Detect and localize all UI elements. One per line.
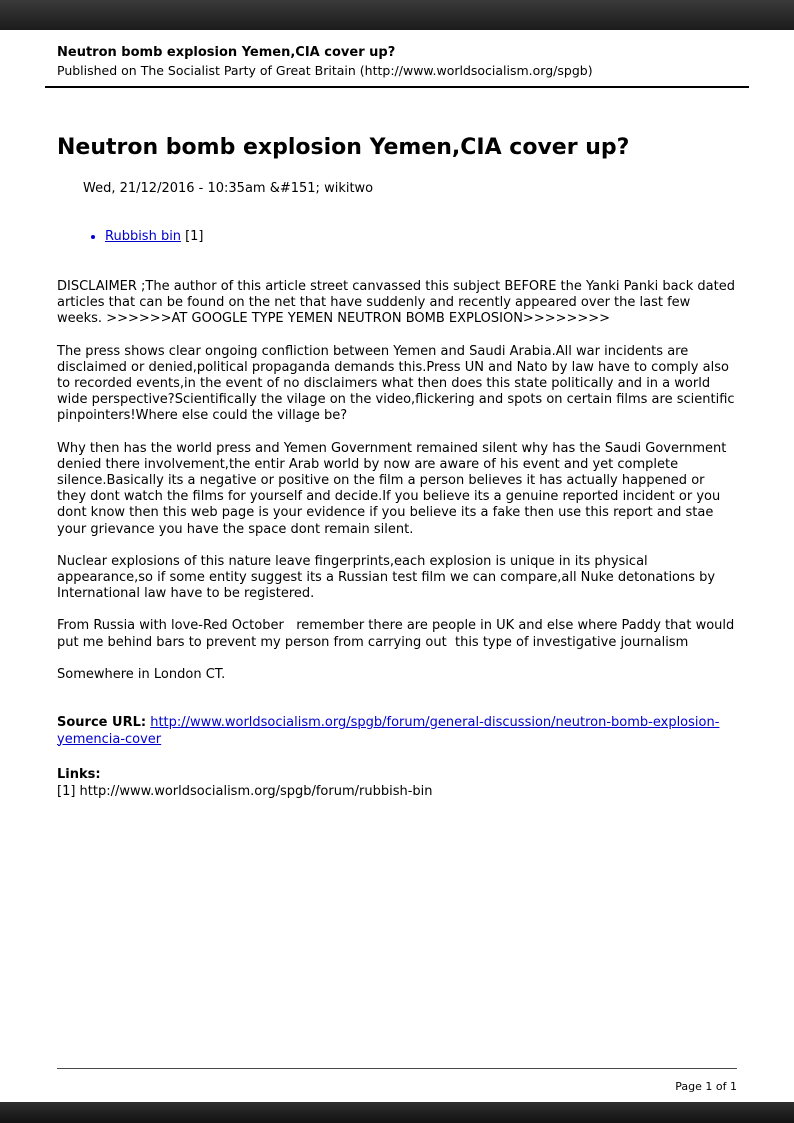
category-list bbox=[57, 228, 737, 245]
source-url-label: Source URL: bbox=[57, 715, 147, 731]
source-url-link[interactable]: http://www.worldsocialism.org/spgb/forum/general-discussion/neutron-bomb-explosion-yemencia-cover bbox=[57, 715, 720, 747]
category-footnote-ref: [1] bbox=[185, 229, 204, 244]
article-paragraph: Somewhere in London CT. bbox=[57, 666, 226, 682]
print-header-published-line: Published on The Socialist Party of Great Britain (http://www.worldsocialism.org/spgb) bbox=[57, 63, 593, 78]
article-paragraph: The press shows clear ongoing confliction between Yemen and Saudi Arabia.All war incidents are disclaimed or denied,political propaganda demands this.Press UN and Nato by law have to comply also to recorded events,in the event of no disclaimers what then does this state politically and in a world wide perspective?Scientifically the vilage on the video,flickering and spots on certain films are scientific pinpointers!Where else could the village be? bbox=[57, 343, 739, 424]
article-paragraph: Why then has the world press and Yemen Government remained silent why has the Saudi Government denied there involvement,the entir Arab world by now are aware of his event and yet complete silence.Basically its a negative or positive on the film a person believes it has actually happened or they dont watch the films for yourself and decide.If you believe its a genuine reported incident or you dont know then this web page is your evidence if you believe its a fake then use this report and stae your grievance you have the space dont remain silent. bbox=[57, 440, 731, 537]
article-submitted-line: Wed, 21/12/2016 - 10:35am &#151; wikitwo bbox=[83, 181, 374, 196]
article-paragraph: Nuclear explosions of this nature leave fingerprints,each explosion is unique in its physical appearance,so if some entity suggest its a Russian test film we can compare,all Nuke detonations by International law have to be registered. bbox=[57, 553, 720, 602]
page-number: Page 1 of 1 bbox=[675, 1080, 737, 1093]
printed-page bbox=[0, 30, 794, 1102]
print-header-title: Neutron bomb explosion Yemen,CIA cover up? bbox=[57, 45, 396, 60]
article-paragraph: From Russia with love-Red October remember there are people in UK and else where Paddy that would put me behind bars to prevent my person from carrying out this type of investigative journalism bbox=[57, 618, 739, 650]
page-footer bbox=[57, 1068, 737, 1093]
rubbish-bin-link[interactable]: Rubbish bin bbox=[105, 229, 182, 244]
article-title: Neutron bomb explosion Yemen,CIA cover up? bbox=[57, 135, 630, 160]
source-url-line bbox=[57, 715, 737, 748]
viewer-bottom-bar bbox=[0, 1102, 794, 1123]
article-paragraph: DISCLAIMER ;The author of this article street canvassed this subject BEFORE the Yanki Panki back dated articles that can be found on the net that have suddenly and recently appeared over the last few weeks. >>>>>>AT GOOGLE TYPE YEMEN NEUTRON BOMB EXPLOSION>>>>>>>> bbox=[57, 279, 740, 327]
article-body bbox=[57, 279, 740, 683]
links-section-item: [1] http://www.worldsocialism.org/spgb/forum/rubbish-bin bbox=[57, 783, 433, 799]
footer-divider bbox=[57, 1068, 737, 1069]
viewer-top-bar bbox=[0, 0, 794, 30]
header-divider bbox=[45, 86, 749, 88]
links-section-label: Links: bbox=[57, 767, 101, 783]
category-list-item bbox=[105, 228, 737, 245]
